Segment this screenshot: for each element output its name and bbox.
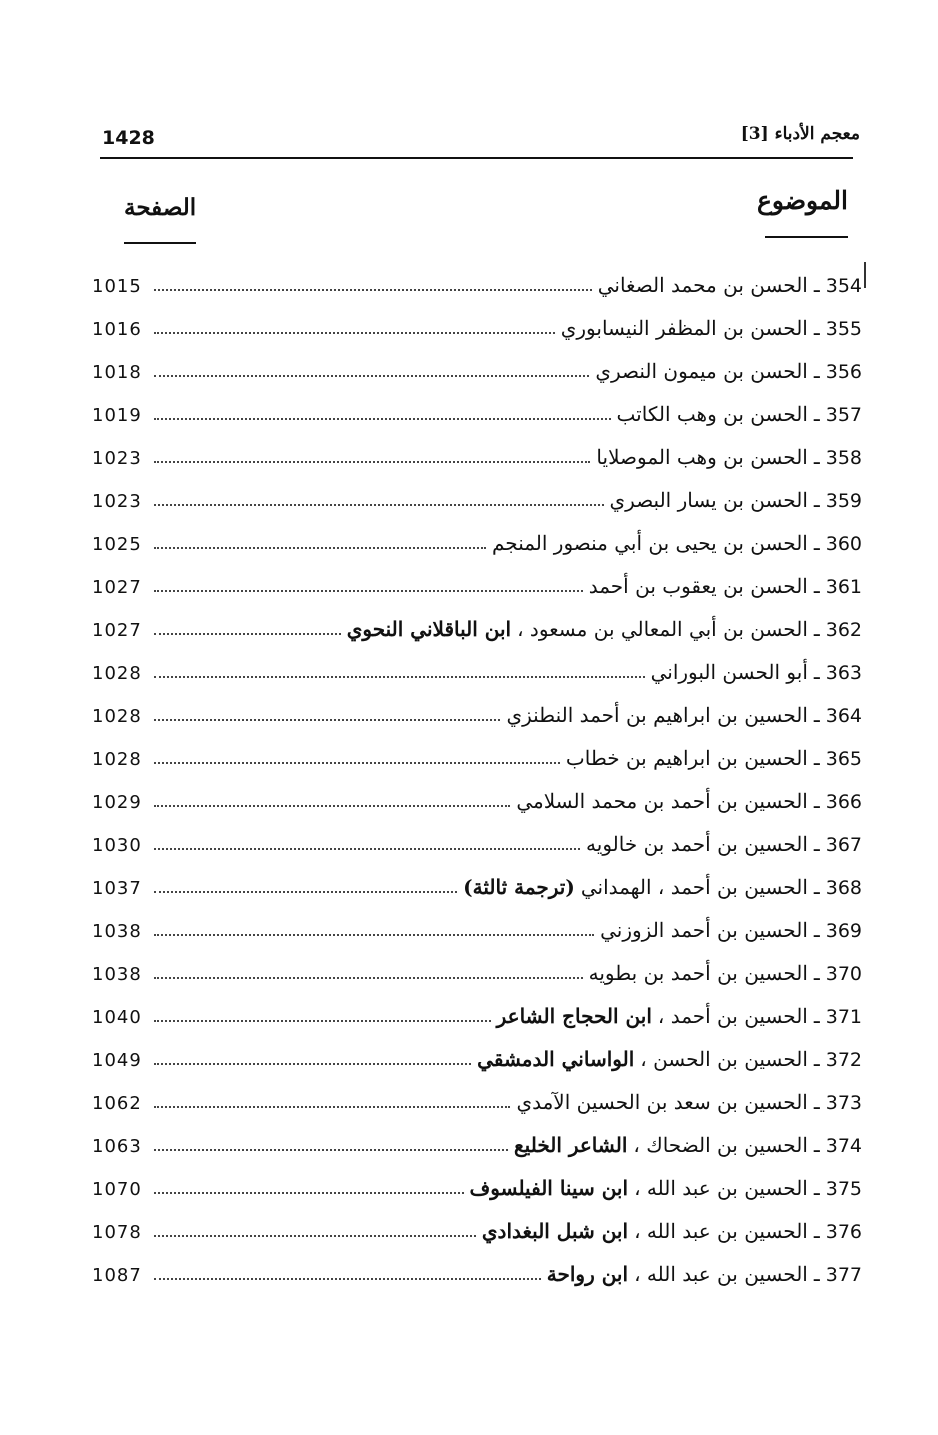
toc-entry-text [610,488,863,512]
dot-leader [154,1020,491,1022]
toc-entry [92,299,862,342]
toc-entry-text [589,961,862,985]
entry-name: الحسين بن أحمد ، الهمداني [580,875,808,899]
entry-dash: ـ [813,273,820,297]
entry-number: 374 [825,1135,862,1157]
entry-number: 368 [825,877,862,899]
entry-number: 367 [825,834,862,856]
entry-name: الحسين بن عبد الله ، [634,1176,808,1200]
entry-epithet: ابن الباقلاني النحوي [346,617,512,641]
dot-leader [154,805,510,807]
toc-entry-text [566,746,862,770]
entry-page-number: 1019 [92,405,142,426]
entry-page-number: 1028 [92,706,142,727]
toc-entry-text [617,402,862,426]
toc-entry [92,428,862,471]
entry-name: الحسن بن يسار البصري [609,488,808,512]
entry-name: الحسين بن أحمد بن بطويه [588,961,808,985]
entry-page-number: 1078 [92,1222,142,1243]
entry-page-number: 1062 [92,1093,142,1114]
toc-entry-text [596,445,862,469]
toc-entry-text [598,273,862,297]
toc-entry-text [477,1047,862,1071]
entry-name: أبو الحسن البوراني [650,660,808,684]
toc-entry [92,901,862,944]
toc-entry [92,342,862,385]
entry-page-number: 1087 [92,1265,142,1286]
dot-leader [154,504,604,506]
toc-entry-text [506,703,862,727]
entry-dash: ـ [813,1047,820,1071]
entry-dash: ـ [813,875,820,899]
entry-page-number: 1070 [92,1179,142,1200]
entry-page-number: 1016 [92,319,142,340]
dot-leader [154,719,500,721]
entry-name: الحسين بن ابراهيم بن خطاب [565,746,808,770]
toc-entry-text [651,660,862,684]
entry-epithet: ابن الحجاج الشاعر [496,1004,652,1028]
entry-epithet: (ترجمة ثالثة) [463,875,575,899]
dot-leader [154,1235,476,1237]
entry-page-number: 1023 [92,491,142,512]
toc-entry-text [482,1219,862,1243]
dot-leader [154,461,590,463]
toc-entry-text [589,574,862,598]
entry-dash: ـ [813,1133,820,1157]
entry-number: 362 [825,619,862,641]
dot-leader [154,977,583,979]
dot-leader [154,1149,508,1151]
dot-leader [154,762,560,764]
entry-name: الحسين بن أحمد بن محمد السلامي [516,789,808,813]
entry-number: 366 [825,791,862,813]
entry-page-number: 1049 [92,1050,142,1071]
toc-entry-text [547,1262,862,1286]
entry-page-number: 1028 [92,663,142,684]
entry-name: الحسين بن الضحاك ، [633,1133,808,1157]
entry-dash: ـ [813,703,820,727]
dot-leader [154,547,486,549]
toc-entry [92,256,862,299]
entry-name: الحسن بن أبي المعالي بن مسعود ، [517,617,808,641]
entry-dash: ـ [813,445,820,469]
dot-leader [154,1278,541,1280]
entry-name: الحسن بن المظفر النيسابوري [560,316,808,340]
entry-name: الحسين بن أحمد بن خالويه [586,832,808,856]
entry-dash: ـ [813,1004,820,1028]
dot-leader [154,848,580,850]
entry-number: 377 [825,1264,862,1286]
toc-entry [92,514,862,557]
entry-dash: ـ [813,1090,820,1114]
entry-page-number: 1029 [92,792,142,813]
toc-entry [92,729,862,772]
entry-number: 372 [825,1049,862,1071]
toc-entry [92,643,862,686]
dot-leader [154,891,457,893]
toc-entry [92,858,862,901]
topic-column-heading: الموضوع [757,186,848,215]
entry-number: 354 [825,275,862,297]
toc-entry-text [516,789,862,813]
toc-entry-text [463,875,862,899]
dot-leader [154,676,645,678]
entry-number: 369 [825,920,862,942]
page-heading-underline [124,242,196,244]
entry-page-number: 1027 [92,577,142,598]
running-title: معجم الأدباء [3] [740,124,860,144]
entry-page-number: 1037 [92,878,142,899]
entry-number: 365 [825,748,862,770]
toc-entry-text [595,359,862,383]
entry-page-number: 1030 [92,835,142,856]
dot-leader [154,1063,471,1065]
entry-name: الحسن بن يحيى بن أبي منصور المنجم [491,531,808,555]
entry-name: الحسن بن وهب الموصلايا [596,445,808,469]
entry-epithet: الشاعر الخليع [514,1133,628,1157]
entry-dash: ـ [813,789,820,813]
toc-entry [92,1073,862,1116]
entry-dash: ـ [813,660,820,684]
toc-entry [92,772,862,815]
topic-heading-underline [765,236,848,238]
entry-name: الحسين بن أحمد الزوزني [600,918,808,942]
toc-entry-text [561,316,862,340]
dot-leader [154,1106,510,1108]
dot-leader [154,633,341,635]
toc-entry [92,1159,862,1202]
entry-number: 357 [825,404,862,426]
entry-page-number: 1028 [92,749,142,770]
entry-page-number: 1015 [92,276,142,297]
toc-entry [92,1116,862,1159]
dot-leader [154,1192,464,1194]
entry-name: الحسين بن سعد بن الحسين الآمدي [516,1090,808,1114]
entry-dash: ـ [813,746,820,770]
page-number: 1428 [102,127,155,149]
toc-entry [92,1245,862,1288]
entry-dash: ـ [813,531,820,555]
entry-dash: ـ [813,961,820,985]
table-of-contents [92,256,862,1288]
entry-page-number: 1040 [92,1007,142,1028]
entry-number: 355 [825,318,862,340]
toc-entry-text [586,832,862,856]
entry-epithet: ابن شبل البغدادي [481,1219,629,1243]
entry-dash: ـ [813,617,820,641]
toc-entry-text [470,1176,862,1200]
entry-page-number: 1038 [92,964,142,985]
toc-entry-text [516,1090,862,1114]
toc-entry [92,600,862,643]
entry-name: الحسين بن الحسن ، [640,1047,808,1071]
entry-dash: ـ [813,918,820,942]
toc-entry [92,686,862,729]
toc-entry [92,815,862,858]
entry-dash: ـ [813,1219,820,1243]
toc-entry-text [492,531,862,555]
entry-name: الحسن بن يعقوب بن أحمد [588,574,808,598]
entry-name: الحسن بن محمد الصغاني [597,273,808,297]
entry-page-number: 1018 [92,362,142,383]
entry-number: 373 [825,1092,862,1114]
header-divider [100,157,853,159]
entry-epithet: الواساني الدمشقي [477,1047,635,1071]
toc-entry-text [600,918,862,942]
entry-dash: ـ [813,832,820,856]
entry-dash: ـ [813,1262,820,1286]
toc-entry-text [497,1004,862,1028]
toc-entry [92,1030,862,1073]
entry-dash: ـ [813,316,820,340]
toc-entry-text [514,1133,862,1157]
dot-leader [154,418,611,420]
dot-leader [154,375,589,377]
entry-page-number: 1038 [92,921,142,942]
entry-dash: ـ [813,1176,820,1200]
dot-leader [154,934,594,936]
entry-page-number: 1027 [92,620,142,641]
entry-epithet: ابن سينا الفيلسوف [469,1176,629,1200]
entry-epithet: ابن رواحة [546,1262,629,1286]
toc-entry [92,471,862,514]
page-column-heading: الصفحة [124,194,197,221]
dot-leader [154,332,555,334]
toc-entry [92,944,862,987]
entry-dash: ـ [813,488,820,512]
entry-name: الحسن بن ميمون النصري [595,359,808,383]
entry-number: 363 [825,662,862,684]
entry-name: الحسين بن عبد الله ، [634,1262,808,1286]
entry-number: 359 [825,490,862,512]
toc-entry [92,385,862,428]
entry-page-number: 1025 [92,534,142,555]
entry-number: 376 [825,1221,862,1243]
entry-dash: ـ [813,359,820,383]
entry-number: 356 [825,361,862,383]
entry-number: 358 [825,447,862,469]
dot-leader [154,289,592,291]
toc-entry-text [347,617,862,641]
entry-number: 364 [825,705,862,727]
entry-page-number: 1063 [92,1136,142,1157]
entry-number: 371 [825,1006,862,1028]
entry-number: 361 [825,576,862,598]
entry-name: الحسين بن عبد الله ، [634,1219,808,1243]
entry-number: 360 [825,533,862,555]
entry-number: 370 [825,963,862,985]
entry-dash: ـ [813,574,820,598]
toc-entry [92,557,862,600]
entry-name: الحسين بن ابراهيم بن أحمد النطنزي [506,703,808,727]
dot-leader [154,590,583,592]
entry-page-number: 1023 [92,448,142,469]
margin-mark [864,262,866,288]
entry-name: الحسين بن أحمد ، [657,1004,808,1028]
entry-number: 375 [825,1178,862,1200]
entry-name: الحسن بن وهب الكاتب [616,402,808,426]
entry-dash: ـ [813,402,820,426]
toc-entry [92,987,862,1030]
toc-entry [92,1202,862,1245]
